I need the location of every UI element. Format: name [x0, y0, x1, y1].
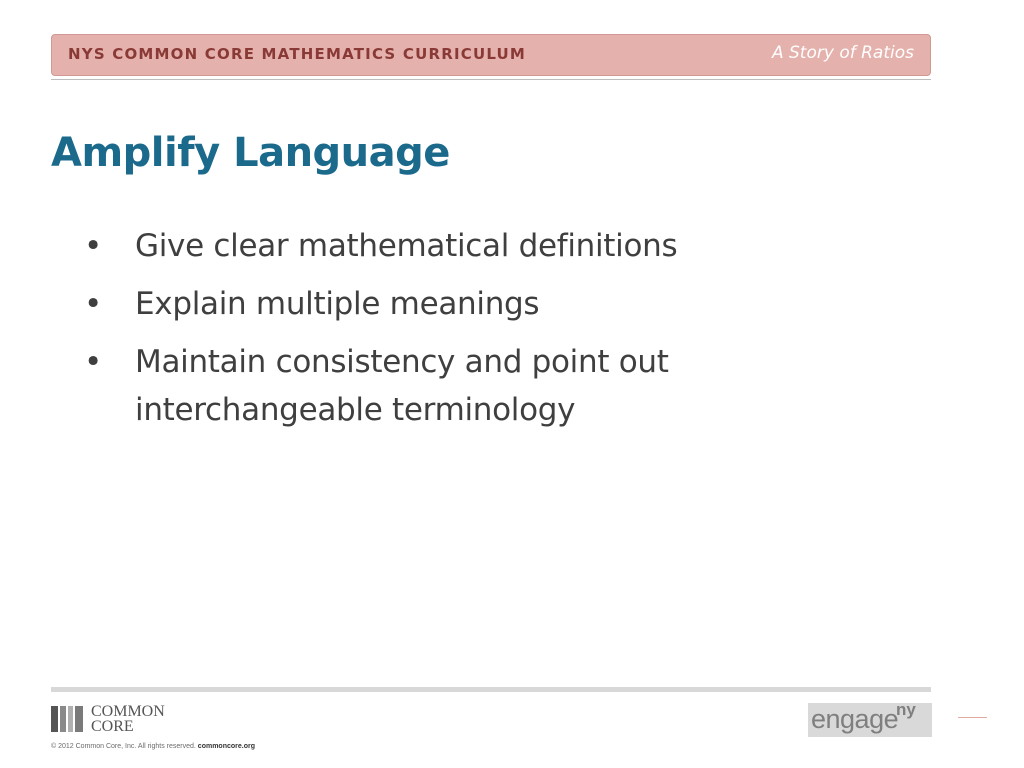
logo-bar — [75, 706, 83, 732]
header-banner — [51, 34, 931, 76]
logo-bar — [51, 706, 58, 732]
copyright-link[interactable]: commoncore.org — [197, 743, 255, 750]
common-core-line1: COMMON — [91, 703, 165, 720]
bullet-text: Explain multiple meanings — [135, 286, 540, 322]
engage-ny-superscript: ny — [896, 700, 916, 719]
bullet-item — [84, 280, 764, 328]
module-title: A Story of Ratios — [771, 43, 914, 63]
slide-title: Amplify Language — [51, 130, 450, 176]
copyright-notice — [51, 743, 255, 750]
bullet-icon: • — [84, 344, 102, 380]
bullet-item — [84, 338, 764, 434]
engageny-logo — [808, 700, 932, 737]
logo-bar — [68, 706, 73, 732]
copyright-text: © 2012 Common Core, Inc. All rights reserved. — [51, 743, 196, 750]
logo-bar — [60, 706, 66, 732]
bullet-text: Maintain consistency and point out interchangeable terminology — [135, 344, 669, 428]
bullet-text: Give clear mathematical definitions — [135, 228, 678, 264]
curriculum-label: NYS COMMON CORE MATHEMATICS CURRICULUM — [68, 45, 527, 63]
bullet-list — [84, 222, 764, 444]
accent-line — [958, 717, 987, 718]
engage-wordmark: engage — [811, 704, 899, 734]
header-divider — [51, 79, 931, 80]
bullet-icon: • — [84, 286, 102, 322]
bullet-item — [84, 222, 764, 270]
bullet-icon: • — [84, 228, 102, 264]
book-bars-icon — [51, 706, 85, 732]
common-core-line2: CORE — [91, 718, 134, 735]
footer-divider — [51, 687, 931, 692]
common-core-wordmark — [91, 704, 165, 734]
